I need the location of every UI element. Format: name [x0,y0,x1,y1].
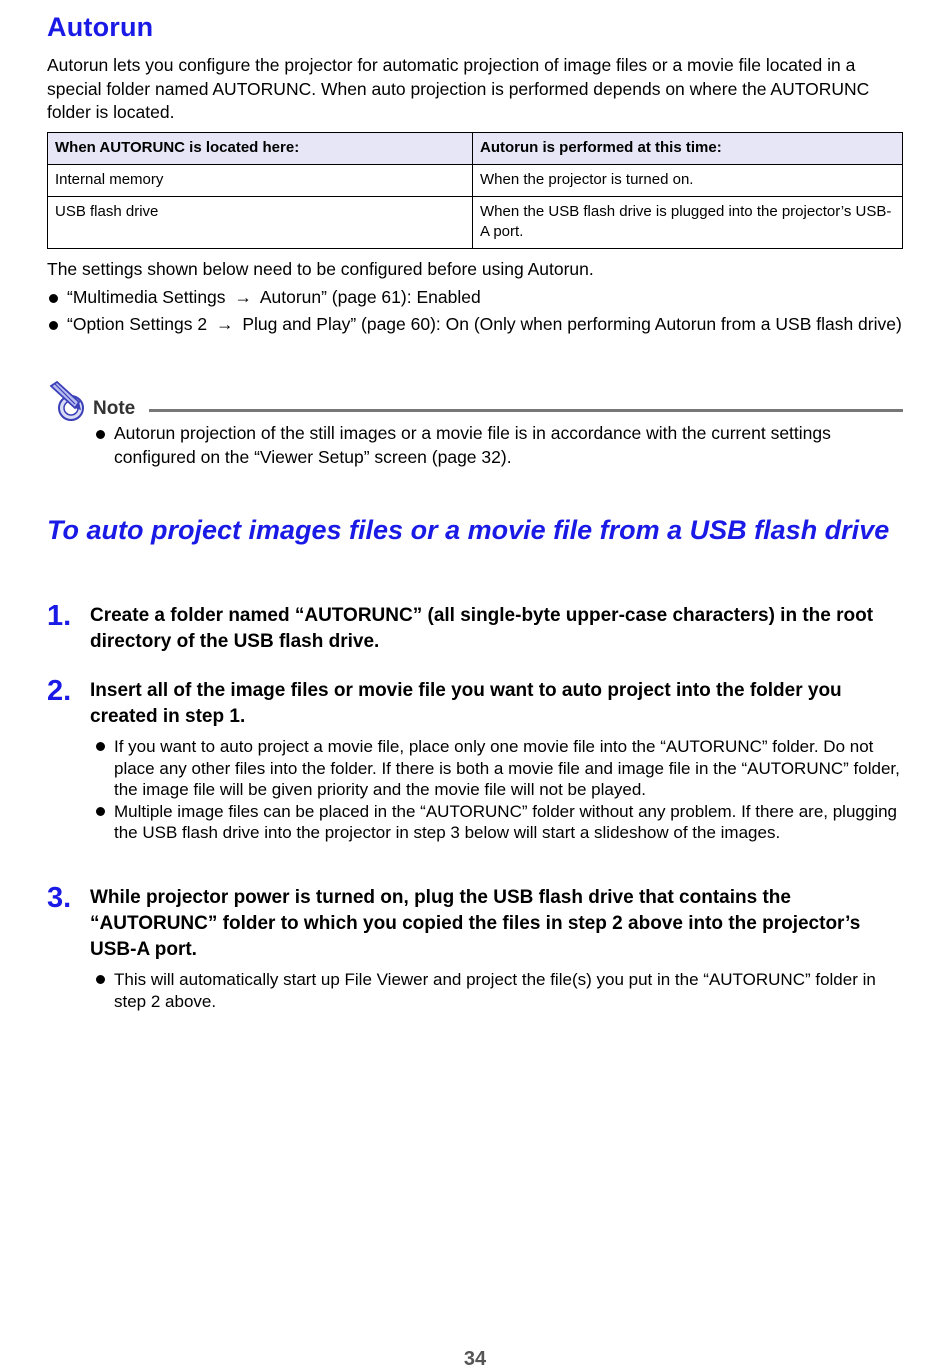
page-number: 34 [463,1348,487,1370]
bullet-icon [96,742,105,751]
note-text: Autorun projection of the still images or a movie file is in accordance with the current settings configured on the “Viewer Setup” screen (page 32). [114,423,831,467]
step-bullet-list [94,736,904,844]
bullet-icon [96,430,105,439]
arrow-right-icon: → [234,287,252,307]
table-header-row [48,133,903,165]
step-bullet-text: This will automatically start up File Viewer and project the file(s) you put in the “AUTORUNC” folder in step 2 above. [114,970,876,1011]
step-text: Create a folder named “AUTORUNC” (all single-byte upper-case characters) in the root directory of the USB flash drive. [90,605,874,652]
list-item [94,801,904,844]
list-item [94,969,904,1012]
intro-paragraph: Autorun lets you configure the projector for automatic projection of image files or a movie file located in a special folder named AUTORUNC. When auto projection is performed depends on where the AUTORUNC folder is located. [47,55,870,122]
note-header [47,380,903,424]
pencil-note-icon [47,380,91,424]
list-item [94,422,902,469]
step-text: While projector power is turned on, plug the USB flash drive that contains the “AUTORUNC” folder to which you copied the files in step 2 above into the projector’s USB-A port. [90,887,861,960]
step-bullet-text: If you want to auto project a movie file, place only one movie file into the “AUTORUNC” folder. Do not place any other files into the folder. If there is both a movie file and image file in the “AUTORUNC” folder, the image file will be given priority and the movie file will not be played. [114,737,900,799]
section-title: Autorun [47,12,154,42]
table-cell: When the projector is turned on. [473,165,903,197]
table-header-location: When AUTORUNC is located here: [48,133,473,165]
note-list [94,422,902,469]
note-label: Note [93,398,136,419]
step-number: 2. [47,675,72,707]
table-row [48,165,903,197]
step-bullet-list [94,969,904,1012]
step-number: 1. [47,600,72,632]
table-cell: Internal memory [48,165,473,197]
bullet-icon [49,321,58,330]
settings-lead: The settings shown below need to be configured before using Autorun. [47,259,594,279]
note-divider [149,409,903,412]
arrow-right-icon: → [215,313,234,334]
step-number: 3. [47,882,72,914]
list-item-post: Autorun” (page 61): Enabled [259,287,481,307]
step-bullet-text: Multiple image files can be placed in the “AUTORUNC” folder without any problem. If there are, plugging the USB flash drive into the projector in step 3 below will start a slideshow of the images. [114,801,898,842]
list-item-post: Plug and Play” (page 60): On (Only when performing Autorun from a USB flash drive) [242,313,902,334]
list-item-pre: “Option Settings 2 [67,313,208,334]
settings-list [47,286,903,336]
table-row [48,197,903,249]
list-item-pre: “Multimedia Settings [67,287,226,307]
step-text: Insert all of the image files or movie file you want to auto project into the folder you created in step 1. [90,680,842,727]
bullet-icon [49,294,58,303]
table-cell: USB flash drive [48,197,473,249]
table-header-timing: Autorun is performed at this time: [473,133,903,165]
bullet-icon [96,807,105,816]
procedure-title: To auto project images files or a movie file from a USB flash drive [47,515,890,545]
table-cell: When the USB flash drive is plugged into the projector’s USB-A port. [473,197,903,249]
list-item [47,286,903,310]
list-item [94,736,904,801]
list-item [47,313,903,337]
autorun-table [47,132,903,249]
bullet-icon [96,975,105,984]
